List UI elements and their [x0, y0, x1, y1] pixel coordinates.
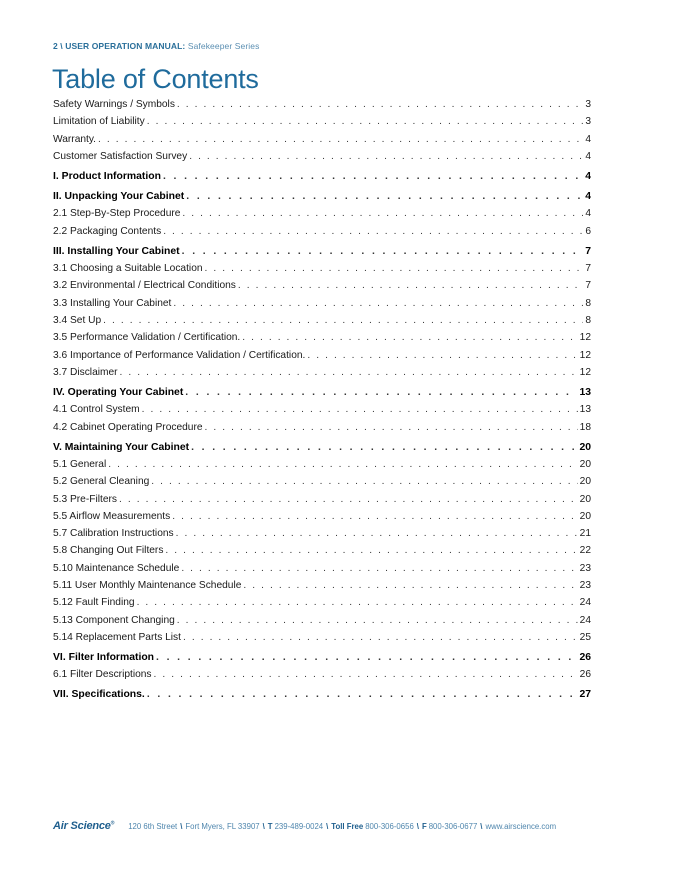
toc-entry-label: 4.2 Cabinet Operating Procedure — [53, 421, 203, 433]
toc-entry-label: III. Installing Your Cabinet — [53, 245, 180, 257]
toc-leader-dots — [181, 560, 577, 577]
toc-page-number: 27 — [579, 689, 591, 701]
toc-entry-label: 3.2 Environmental / Electrical Conditions — [53, 280, 236, 292]
toc-section-entry — [53, 243, 591, 260]
footer-fax: 800-306-0677 — [428, 821, 478, 831]
toc-section-entry — [53, 649, 591, 666]
toc-leader-dots — [156, 649, 577, 666]
toc-entry-label: 5.5 Airflow Measurements — [53, 510, 171, 522]
toc-entry-label: Limitation of Liability — [53, 116, 145, 128]
toc-entry — [53, 666, 591, 683]
toc-entry-label: 3.4 Set Up — [53, 314, 102, 326]
toc-leader-dots — [165, 542, 577, 559]
toc-page-number: 12 — [579, 366, 591, 378]
toc-leader-dots — [185, 384, 577, 401]
toc-page-number: 18 — [579, 421, 591, 433]
toc-entry-label: IV. Operating Your Cabinet — [53, 386, 184, 398]
toc-entry-label: I. Product Information — [53, 170, 161, 182]
toc-section-entry — [53, 686, 591, 703]
toc-entry-label: 4.1 Control System — [53, 404, 140, 416]
toc-leader-dots — [173, 295, 583, 312]
toc-leader-dots — [186, 188, 583, 205]
toc-leader-dots — [151, 473, 577, 490]
toc-leader-dots — [182, 205, 583, 222]
toc-entry — [53, 491, 591, 508]
toc-entry-label: 5.12 Fault Finding — [53, 597, 135, 609]
toc-entry-label: 3.6 Importance of Performance Validation / Certification. — [53, 349, 306, 361]
header-page-number: 2 — [53, 41, 58, 51]
toc-page-number: 8 — [585, 297, 591, 309]
toc-entry — [53, 205, 591, 222]
toc-page-number: 12 — [579, 349, 591, 361]
toc-entry — [53, 223, 591, 240]
toc-entry — [53, 295, 591, 312]
toc-page-number: 24 — [579, 597, 591, 609]
toc-page-number: 13 — [579, 404, 591, 416]
toc-page-number: 12 — [579, 332, 591, 344]
toc-entry-label: 2.1 Step-By-Step Procedure — [53, 208, 181, 220]
toc-page-number: 24 — [579, 614, 591, 626]
toc-entry-label: 5.13 Component Changing — [53, 614, 175, 626]
toc-leader-dots — [120, 364, 578, 381]
toc-leader-dots — [177, 612, 578, 629]
toc-entry-label: II. Unpacking Your Cabinet — [53, 191, 185, 203]
toc-leader-dots — [154, 666, 578, 683]
footer-fax-key: F — [421, 821, 427, 831]
toc-entry-label: 5.14 Replacement Parts List — [53, 631, 181, 643]
toc-leader-dots — [103, 312, 583, 329]
toc-leader-dots — [182, 243, 584, 260]
toc-leader-dots — [119, 491, 578, 508]
toc-entry — [53, 629, 591, 646]
toc-leader-dots — [205, 260, 584, 277]
toc-entry-label: Customer Satisfaction Survey — [53, 150, 188, 162]
toc-entry — [53, 312, 591, 329]
toc-section-entry — [53, 384, 591, 401]
page-footer — [53, 820, 633, 832]
toc-leader-dots — [163, 168, 583, 185]
header-separator: \ — [60, 41, 63, 51]
toc-page-number: 20 — [579, 458, 591, 470]
toc-leader-dots — [307, 347, 577, 364]
toc-entry-label: 5.1 General — [53, 458, 107, 470]
toc-entry-label: VI. Filter Information — [53, 651, 155, 663]
toc-leader-dots — [243, 577, 577, 594]
toc-page-number: 4 — [585, 208, 591, 220]
toc-entry — [53, 131, 591, 148]
toc-page-number: 23 — [579, 562, 591, 574]
toc-entry-label: 3.7 Disclaimer — [53, 366, 118, 378]
header-series: Safekeeper Series — [187, 41, 260, 51]
toc-page-number: 20 — [579, 493, 591, 505]
toc-page-number: 4 — [585, 170, 591, 182]
footer-city: Fort Myers, FL 33907 — [185, 821, 260, 831]
toc-page-number: 21 — [579, 528, 591, 540]
table-of-contents — [53, 96, 591, 704]
page-title: Table of Contents — [52, 64, 259, 94]
toc-entry — [53, 113, 591, 130]
toc-leader-dots — [183, 629, 578, 646]
toc-entry — [53, 419, 591, 436]
toc-entry — [53, 612, 591, 629]
toc-entry-label: 5.8 Changing Out Filters — [53, 545, 164, 557]
toc-page-number: 7 — [585, 245, 591, 257]
toc-leader-dots — [147, 686, 578, 703]
toc-page-number: 4 — [585, 150, 591, 162]
toc-entry — [53, 364, 591, 381]
footer-separator: \ — [416, 821, 419, 831]
toc-page-number: 22 — [579, 545, 591, 557]
footer-separator: \ — [262, 821, 265, 831]
toc-entry — [53, 473, 591, 490]
footer-separator: \ — [480, 821, 483, 831]
footer-separator: \ — [180, 821, 183, 831]
footer-website: www.airscience.com — [485, 821, 557, 831]
toc-leader-dots — [176, 525, 578, 542]
toc-entry-label: VII. Specifications. — [53, 689, 145, 701]
toc-entry-label: Safety Warnings / Symbols — [53, 99, 175, 110]
toc-page-number: 7 — [585, 280, 591, 292]
toc-entry — [53, 525, 591, 542]
toc-leader-dots — [238, 277, 583, 294]
toc-entry-label: 5.7 Calibration Instructions — [53, 528, 174, 540]
toc-entry — [53, 277, 591, 294]
toc-entry — [53, 401, 591, 418]
toc-entry — [53, 96, 591, 113]
toc-entry — [53, 577, 591, 594]
toc-section-entry — [53, 439, 591, 456]
toc-leader-dots — [142, 401, 578, 418]
running-header — [53, 41, 259, 51]
toc-entry — [53, 542, 591, 559]
toc-page-number: 26 — [579, 651, 591, 663]
toc-page-number: 20 — [579, 510, 591, 522]
toc-entry-label: V. Maintaining Your Cabinet — [53, 441, 190, 453]
toc-page-number: 13 — [579, 386, 591, 398]
toc-leader-dots — [137, 594, 578, 611]
toc-page-number: 20 — [579, 441, 591, 453]
toc-entry-label: 3.1 Choosing a Suitable Location — [53, 263, 203, 275]
toc-page-number: 4 — [585, 191, 591, 203]
toc-leader-dots — [108, 456, 577, 473]
toc-page-number: 3 — [585, 99, 591, 110]
toc-leader-dots — [191, 439, 577, 456]
toc-leader-dots — [189, 148, 583, 165]
toc-leader-dots — [163, 223, 583, 240]
header-manual-title: USER OPERATION MANUAL: — [65, 41, 186, 51]
toc-page-number: 20 — [579, 476, 591, 488]
footer-separator: \ — [326, 821, 329, 831]
toc-entry-label: 5.2 General Cleaning — [53, 476, 150, 488]
toc-leader-dots — [177, 96, 583, 113]
toc-entry-label: 2.2 Packaging Contents — [53, 225, 162, 237]
footer-tollfree-key: Toll Free — [331, 821, 364, 831]
toc-section-entry — [53, 168, 591, 185]
toc-page-number: 26 — [579, 669, 591, 681]
toc-leader-dots — [172, 508, 577, 525]
toc-entry-label: 5.10 Maintenance Schedule — [53, 562, 180, 574]
toc-page-number: 23 — [579, 580, 591, 591]
toc-entry-label: 5.3 Pre-Filters — [53, 493, 117, 505]
footer-tel: 239-489-0024 — [274, 821, 324, 831]
toc-entry — [53, 148, 591, 165]
footer-tel-key: T — [267, 821, 273, 831]
toc-entry-label: 6.1 Filter Descriptions — [53, 669, 152, 681]
toc-page-number: 25 — [579, 631, 591, 643]
toc-leader-dots — [205, 419, 578, 436]
toc-leader-dots — [98, 131, 583, 148]
toc-page-number: 3 — [585, 116, 591, 128]
toc-entry — [53, 560, 591, 577]
footer-tollfree: 800-306-0656 — [365, 821, 414, 831]
toc-leader-dots — [147, 113, 584, 130]
toc-entry — [53, 594, 591, 611]
toc-entry — [53, 260, 591, 277]
toc-page-number: 4 — [585, 133, 591, 145]
toc-entry — [53, 456, 591, 473]
toc-entry-label: 3.3 Installing Your Cabinet — [53, 297, 172, 309]
toc-entry-label: Warranty. — [53, 133, 97, 145]
toc-section-entry — [53, 188, 591, 205]
footer-address: 120 6th Street — [128, 821, 178, 831]
toc-page-number: 8 — [585, 314, 591, 326]
toc-entry — [53, 347, 591, 364]
toc-entry-label: 3.5 Performance Validation / Certification. — [53, 332, 241, 344]
toc-page-number: 7 — [585, 263, 591, 275]
toc-entry-label: 5.11 User Monthly Maintenance Schedule — [53, 580, 242, 591]
toc-leader-dots — [242, 329, 577, 346]
toc-entry — [53, 329, 591, 346]
air-science-logo: Air Science® — [53, 820, 115, 832]
toc-page-number: 6 — [585, 225, 591, 237]
toc-entry — [53, 508, 591, 525]
